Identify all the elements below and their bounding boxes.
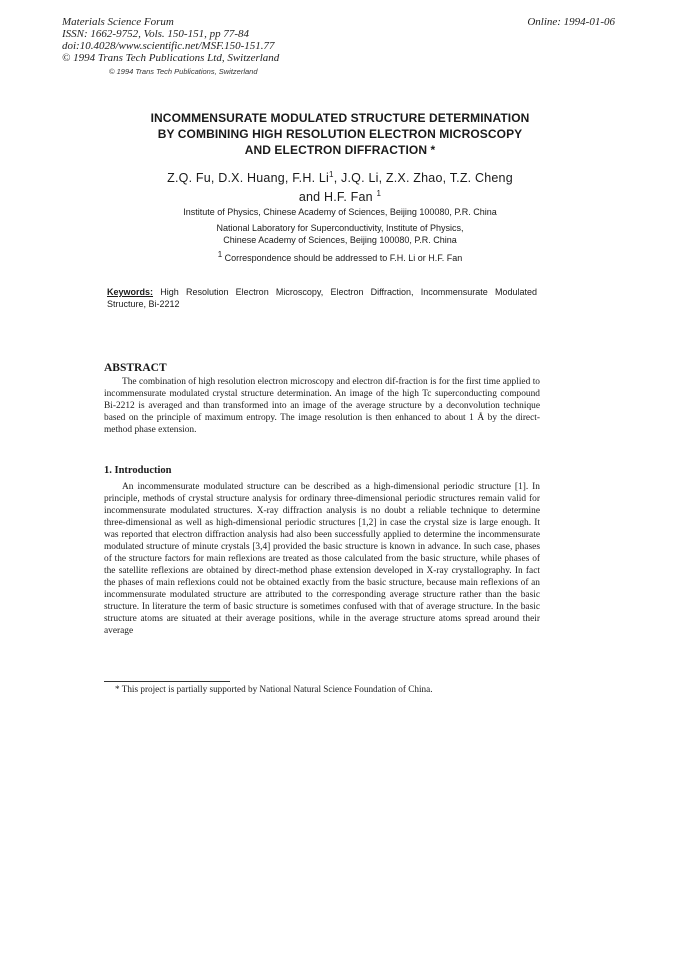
corr-text: Correspondence should be addressed to F.H. Li or H.F. Fan bbox=[224, 253, 463, 263]
authors-part-1: Z.Q. Fu, D.X. Huang, F.H. Li bbox=[167, 171, 330, 186]
affiliation-1: Institute of Physics, Chinese Academy of Sciences, Beijing 100080, P.R. China bbox=[183, 207, 497, 217]
corr-sup: 1 bbox=[217, 250, 223, 259]
authors-part-3: and H.F. Fan bbox=[298, 190, 373, 205]
copyright-line: © 1994 Trans Tech Publications Ltd, Switzerland bbox=[62, 52, 280, 64]
keywords-label: Keywords: bbox=[107, 287, 154, 297]
authors-part-2: , J.Q. Li, Z.X. Zhao, T.Z. Cheng bbox=[333, 171, 513, 186]
online-date: Online: 1994-01-06 bbox=[527, 16, 615, 28]
author-sup-1: 1 bbox=[329, 170, 334, 179]
introduction-text: An incommensurate modulated structure can be described as a high-dimensional periodic structure [1]. In principle, methods of crystal structure analysis for ordinary three-dimensional periodic structures remain valid for incommensurate modulated structures. X-ray diffraction analysis is no doubt a reliable technique to determine three-dimensional as well as high-dimensional periodic structures [1,2] in case the crystal size is large enough. It was reported that electron diffraction analysis had also been successfully applied to determine the incommensurate modulated structure of minute crystals [3,4] provided the basic structure is known in advance. In such case, phases of the structure factors for main reflexions are treated as those calculated from the basic structure, while phases of the satellite reflexions are obtained by direct-method phase extension developed in X-ray crystallography. In fact the phases of main reflexions could not be obtained exactly from the basic structure, because main reflexions of an incommensurate modulated structure are attributed to the corresponding average structure rather than the basic structure. In literature the term of basic structure is sometimes confused with that of average structure. In the basic structure atoms are situated at their average positions, while in the average structure atoms spread around their average bbox=[104, 482, 540, 636]
title-line-2: BY COMBINING HIGH RESOLUTION ELECTRON MICROSCOPY bbox=[157, 127, 523, 141]
author-sup-2: 1 bbox=[376, 189, 382, 199]
abstract-heading: ABSTRACT bbox=[104, 362, 167, 374]
affiliation-2 bbox=[90, 222, 590, 246]
correspondence-note bbox=[90, 249, 590, 264]
journal-header bbox=[62, 16, 279, 64]
footnote-rule bbox=[104, 681, 230, 682]
journal-name: Materials Science Forum bbox=[62, 16, 174, 28]
author-line-1 bbox=[100, 167, 580, 186]
keywords-text: High Resolution Electron Microscopy, Electron Diffraction, Incommensurate Modulated Structure, Bi-2212 bbox=[107, 287, 537, 309]
copyright-small: © 1994 Trans Tech Publications, Switzerland bbox=[109, 67, 258, 76]
author-list bbox=[100, 167, 580, 205]
title-line-3: AND ELECTRON DIFFRACTION * bbox=[244, 143, 436, 157]
affiliation-2-line-2: Chinese Academy of Sciences, Beijing 100080, P.R. China bbox=[223, 235, 457, 245]
abstract-text: The combination of high resolution electron microscopy and electron dif-fraction is for the first time applied to incommensurate modulated crystal structure determination. An image of the high Tc superconducting compound Bi-2212 is averaged and than transformed into an image of the average structure by a deconvolution technique based on the principle of maximum entropy. The image resolution is then enhanced to about 1 Å by the direct-method phase extension. bbox=[104, 377, 540, 435]
introduction-heading: 1. Introduction bbox=[104, 465, 172, 476]
author-line-2 bbox=[100, 186, 580, 205]
title-line-1: INCOMMENSURATE MODULATED STRUCTURE DETERMINATION bbox=[150, 111, 530, 125]
paper-title bbox=[100, 110, 580, 158]
keywords-block bbox=[107, 287, 537, 310]
issn-line: ISSN: 1662-9752, Vols. 150-151, pp 77-84 bbox=[62, 28, 249, 40]
affiliation-2-line-1: National Laboratory for Superconductivity, Institute of Physics, bbox=[216, 223, 464, 233]
footnote: * This project is partially supported by National Natural Science Foundation of China. bbox=[115, 684, 433, 694]
doi-line[interactable]: doi:10.4028/www.scientific.net/MSF.150-151.77 bbox=[62, 40, 275, 52]
